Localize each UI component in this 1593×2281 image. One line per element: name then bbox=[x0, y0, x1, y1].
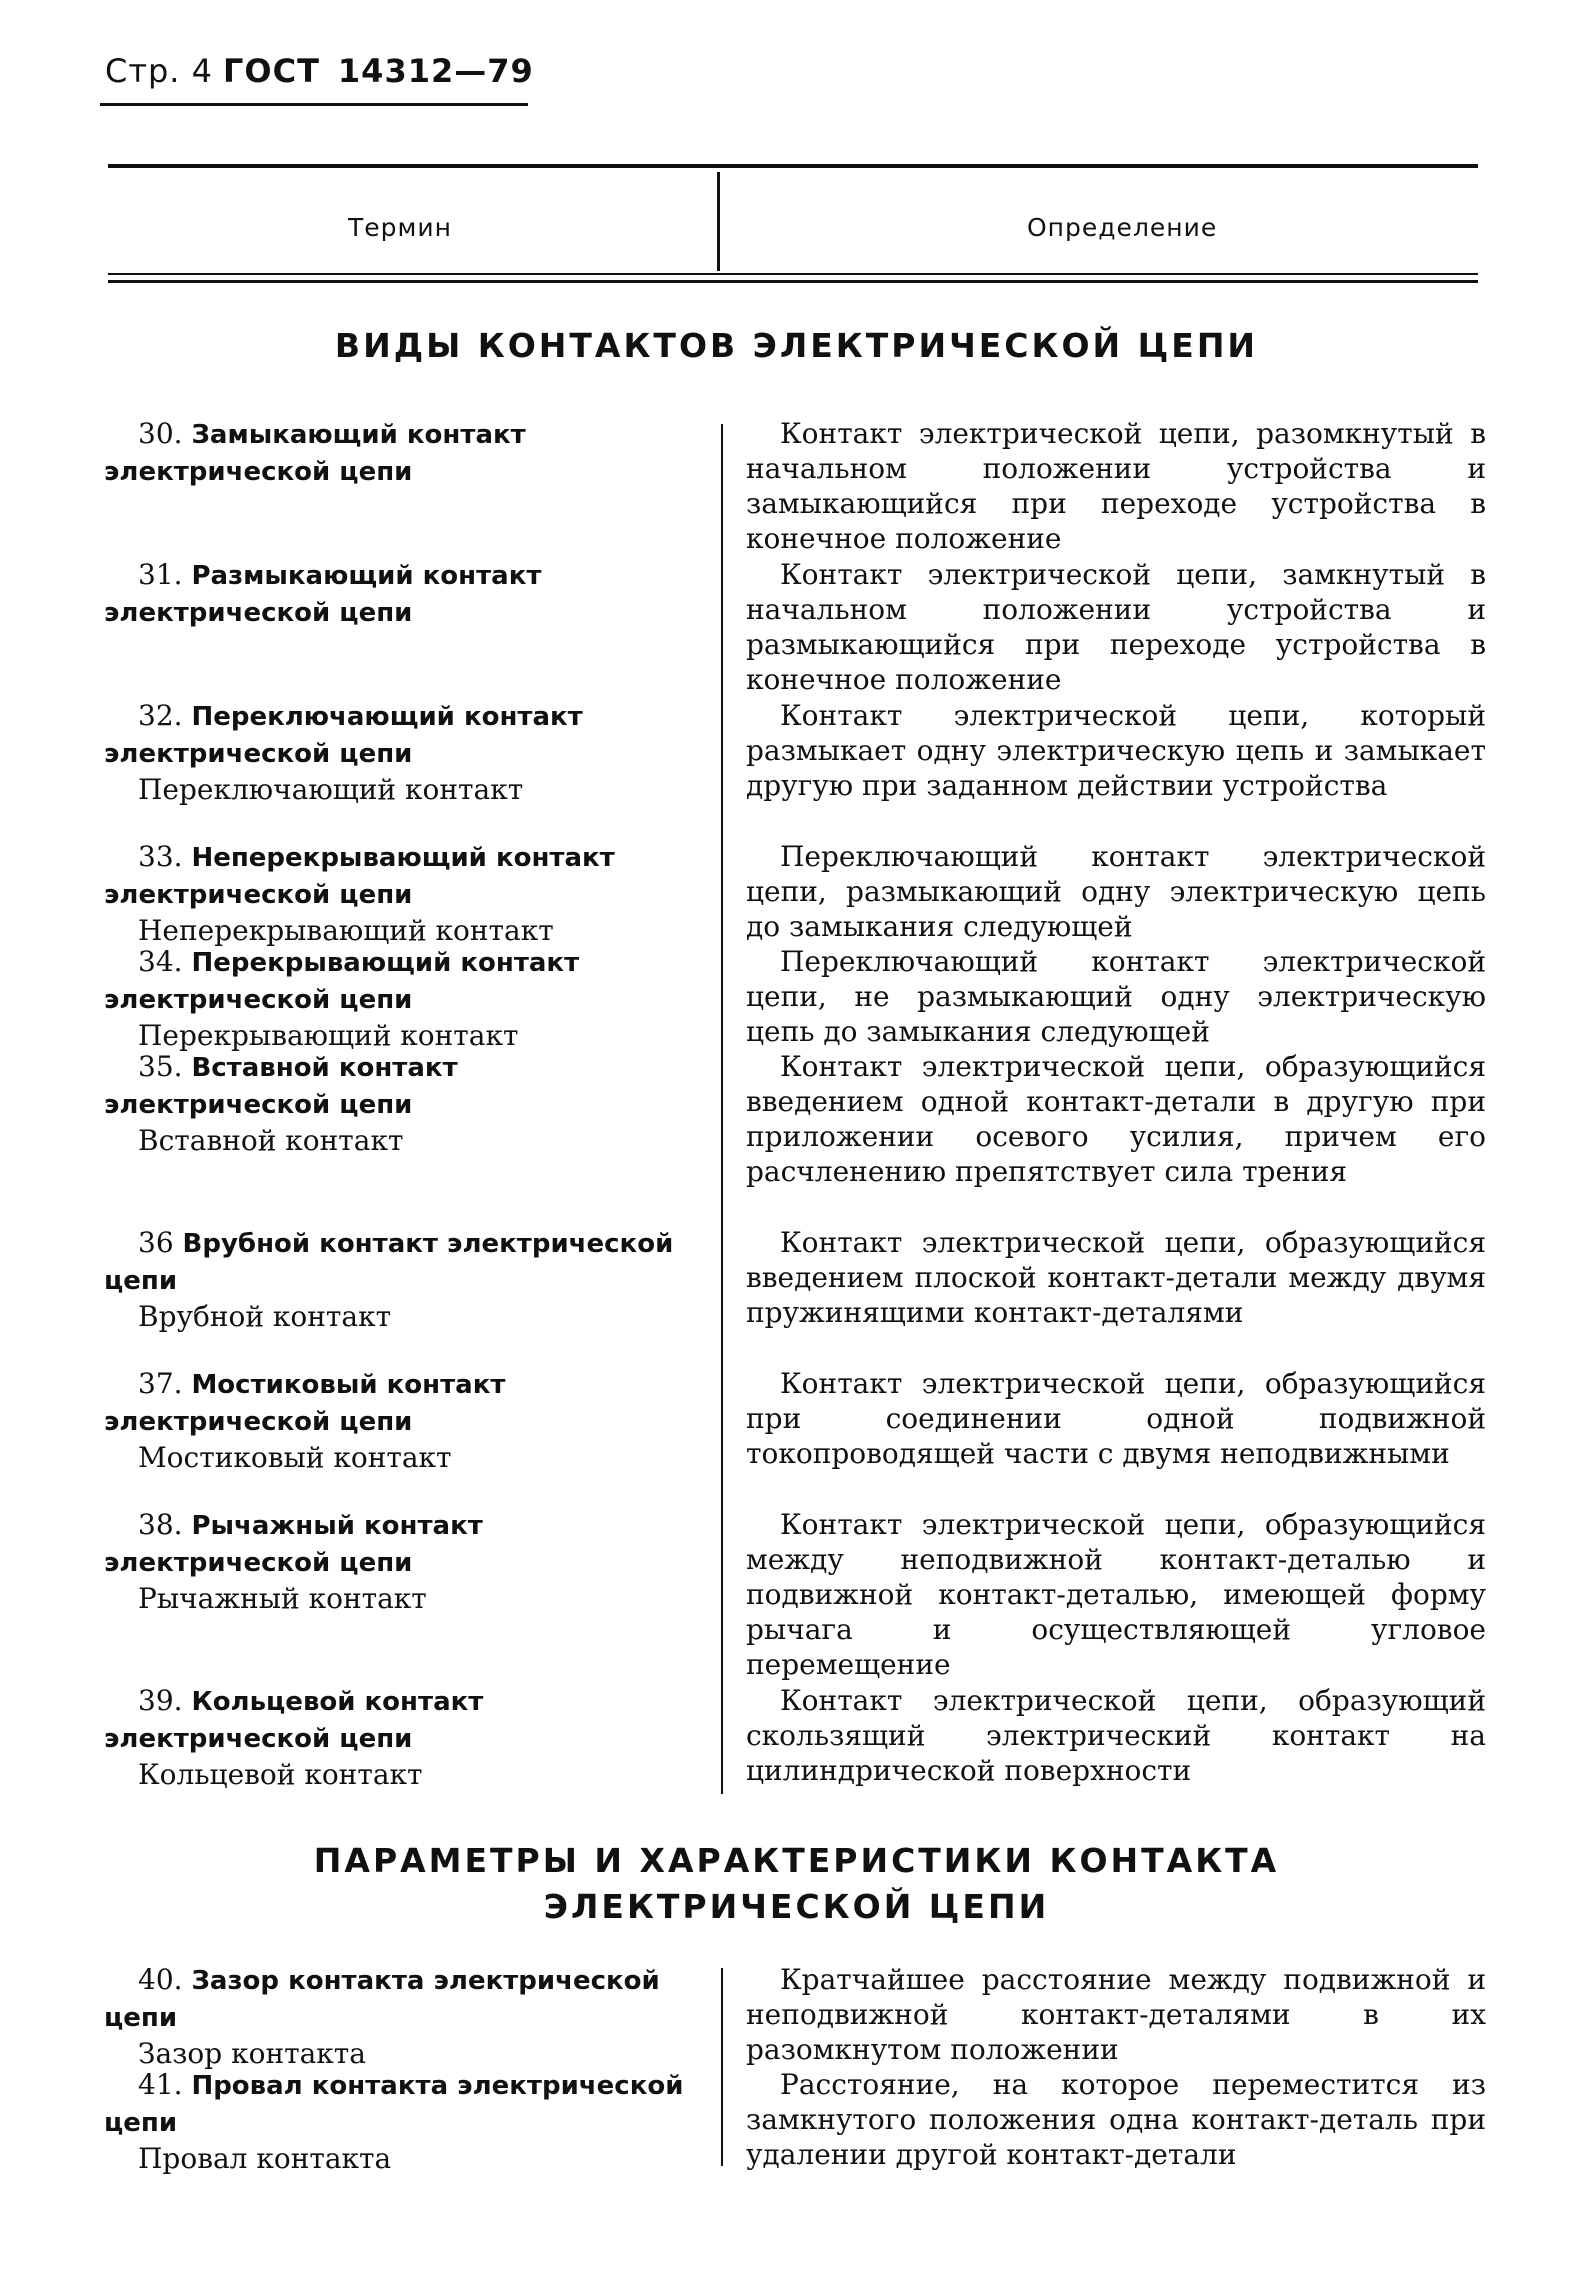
header-underline bbox=[100, 103, 528, 106]
term-cell bbox=[104, 1366, 689, 1475]
definition-text: Контакт электрической цепи, образующий скользящий электрический контакт на цилиндрической поверхности bbox=[746, 1684, 1486, 1787]
page-header bbox=[105, 52, 534, 90]
page-number: Стр. 4 bbox=[105, 52, 213, 90]
definition-text: Расстояние, на которое переместится из замкнутого положения одна контакт-деталь при удалении другой контакт-детали bbox=[746, 2068, 1486, 2171]
term-cell bbox=[104, 1225, 689, 1334]
synonym-text: Кольцевой контакт bbox=[138, 1758, 423, 1791]
entry-number: 37. bbox=[138, 1367, 183, 1400]
entry-number: 35. bbox=[138, 1050, 183, 1083]
term-column-header: Термин bbox=[348, 213, 452, 242]
synonym-text: Вставной контакт bbox=[138, 1124, 404, 1157]
section-title: ПАРАМЕТРЫ И ХАРАКТЕРИСТИКИ КОНТАКТА bbox=[313, 1841, 1280, 1880]
term-text: Врубной контакт электрической цепи bbox=[104, 1229, 674, 1296]
term-cell bbox=[104, 1962, 689, 2071]
term-cell bbox=[104, 416, 689, 490]
term-text: Кольцевой контакт электрической цепи bbox=[104, 1687, 484, 1754]
definition-text: Контакт электрической цепи, образующийся при соединении одной подвижной токопроводящей части с двумя неподвижными bbox=[746, 1367, 1486, 1470]
term-text: Размыкающий контакт электрической цепи bbox=[104, 561, 542, 628]
term-cell bbox=[104, 557, 689, 631]
entry-number: 38. bbox=[138, 1508, 183, 1541]
entry-number: 39. bbox=[138, 1684, 183, 1717]
synonym-text: Рычажный контакт bbox=[138, 1582, 427, 1615]
term-text: Рычажный контакт электрической цепи bbox=[104, 1511, 483, 1578]
synonym-text: Перекрывающий контакт bbox=[138, 1019, 519, 1052]
standard-label: ГОСТ bbox=[223, 52, 320, 90]
synonym-text: Врубной контакт bbox=[138, 1300, 392, 1333]
synonym-text: Переключающий контакт bbox=[138, 773, 524, 806]
entry-number: 40. bbox=[138, 1963, 183, 1996]
term-text: Провал контакта электрической цепи bbox=[104, 2071, 684, 2138]
term-cell bbox=[104, 2067, 689, 2176]
term-cell bbox=[104, 698, 689, 807]
term-text: Замыкающий контакт электрической цепи bbox=[104, 420, 526, 487]
definition-text: Переключающий контакт электрической цепи, не размыкающий одну электрическую цепь до замыкания следующей bbox=[746, 945, 1486, 1048]
table-top-rule bbox=[108, 164, 1478, 168]
term-text: Перекрывающий контакт электрической цепи bbox=[104, 948, 580, 1015]
section-title: ЭЛЕКТРИЧЕСКОЙ ЦЕПИ bbox=[543, 1887, 1050, 1926]
entry-number: 34. bbox=[138, 945, 183, 978]
entry-number: 30. bbox=[138, 417, 183, 450]
definition-text: Контакт электрической цепи, замкнутый в начальном положении устройства и размыкающийся при переходе устройства в конечное положение bbox=[746, 558, 1486, 696]
entry-number: 33. bbox=[138, 840, 183, 873]
term-cell bbox=[104, 944, 689, 1053]
term-cell bbox=[104, 1507, 689, 1616]
entry-number: 41. bbox=[138, 2068, 183, 2101]
term-text: Неперекрывающий контакт электрической цепи bbox=[104, 843, 615, 910]
table-head-rule bbox=[108, 280, 1478, 283]
term-text: Переключающий контакт электрической цепи bbox=[104, 702, 583, 769]
definition-text: Контакт электрической цепи, который размыкает одну электрическую цепь и замыкает другую при заданном действии устройства bbox=[746, 699, 1486, 802]
table-head-rule bbox=[108, 273, 1478, 275]
definition-text: Кратчайшее расстояние между подвижной и неподвижной контакт-деталями в их разомкнутом положении bbox=[746, 1963, 1486, 2066]
synonym-text: Зазор контакта bbox=[138, 2037, 366, 2070]
definition-text: Контакт электрической цепи, образующийся между неподвижной контакт-деталью и подвижной контакт-деталью, имеющей форму рычага и осуществляющей угловое перемещение bbox=[746, 1508, 1486, 1681]
term-text: Мостиковый контакт электрической цепи bbox=[104, 1370, 506, 1437]
entry-number: 36 bbox=[138, 1226, 174, 1259]
term-cell bbox=[104, 1683, 689, 1792]
entry-number: 32. bbox=[138, 699, 183, 732]
column-divider bbox=[721, 1968, 723, 2166]
term-text: Вставной контакт электрической цепи bbox=[104, 1053, 458, 1120]
definition-text: Переключающий контакт электрической цепи, размыкающий одну электрическую цепь до замыкания следующей bbox=[746, 840, 1486, 943]
term-text: Зазор контакта электрической цепи bbox=[104, 1966, 660, 2033]
synonym-text: Неперекрывающий контакт bbox=[138, 914, 554, 947]
header-column-divider bbox=[717, 172, 720, 271]
column-divider bbox=[721, 424, 723, 1794]
term-cell bbox=[104, 839, 689, 948]
section-title: ВИДЫ КОНТАКТОВ ЭЛЕКТРИЧЕСКОЙ ЦЕПИ bbox=[334, 326, 1259, 365]
term-cell bbox=[104, 1049, 689, 1158]
entry-number: 31. bbox=[138, 558, 183, 591]
definition-text: Контакт электрической цепи, образующийся введением плоской контакт-детали между двумя пружинящими контакт-деталями bbox=[746, 1226, 1486, 1329]
definition-column-header: Определение bbox=[1027, 213, 1218, 242]
standard-number: 14312—79 bbox=[337, 52, 534, 90]
synonym-text: Провал контакта bbox=[138, 2142, 392, 2175]
definition-text: Контакт электрической цепи, разомкнутый в начальном положении устройства и замыкающийся при переходе устройства в конечное положение bbox=[746, 417, 1486, 555]
synonym-text: Мостиковый контакт bbox=[138, 1441, 452, 1474]
definition-text: Контакт электрической цепи, образующийся введением одной контакт-детали в другую при приложении осевого усилия, причем его расчленению препятствует сила трения bbox=[746, 1050, 1486, 1188]
